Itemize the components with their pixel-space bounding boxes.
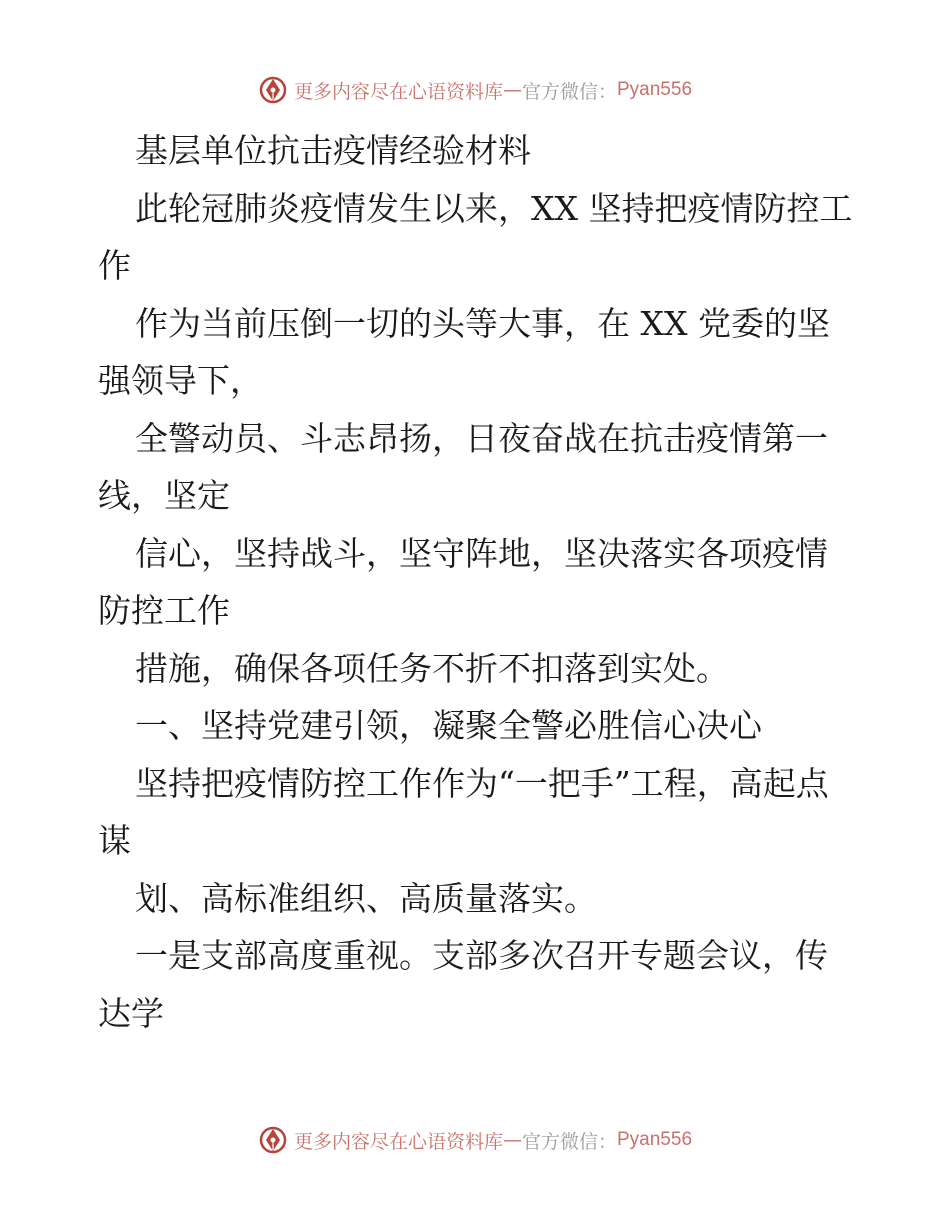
paragraph — [98, 525, 858, 640]
paragraph — [98, 295, 858, 410]
paragraph-line: 一、坚持党建引领，凝聚全警必胜信心决心 — [135, 706, 762, 745]
watermark-handle: Pyan556 — [617, 79, 693, 100]
footer-watermark-banner — [0, 1120, 950, 1160]
paragraph-continuation: 达学 — [98, 993, 164, 1033]
watermark-wechat-label: 官方微信： — [521, 80, 617, 103]
paragraph — [98, 180, 858, 295]
watermark-brand-text: 更多内容尽在心语资料库 — [293, 1130, 503, 1153]
paragraph-continuation: 点谋 — [98, 763, 829, 860]
paragraph-line: 全警动员、斗志昂扬，日夜奋战在抗击疫情第一 — [135, 418, 828, 458]
paragraph — [98, 755, 858, 870]
paragraph — [98, 640, 858, 698]
pen-nib-logo-icon — [258, 75, 288, 105]
watermark-dash: — — [502, 1129, 522, 1151]
paragraph-line: 作为当前压倒一切的头等大事，在 XX 党委的坚 — [135, 303, 830, 343]
document-body — [98, 122, 858, 1042]
paragraph-continuation: 防控工作 — [98, 591, 230, 630]
watermark-wechat-label: 官方微信： — [521, 1130, 617, 1153]
paragraph-continuation: 强领导下， — [98, 361, 263, 400]
paragraph-continuation: 线，坚定 — [98, 476, 230, 515]
paragraph-line: 信心，坚持战斗，坚守阵地，坚决落实各项疫情 — [135, 533, 828, 573]
pen-nib-logo-icon — [258, 1125, 288, 1155]
document-title: 基层单位抗击疫情经验材料 — [135, 131, 531, 170]
header-watermark-banner — [0, 70, 950, 110]
paragraph-line: 划、高标准组织、高质量落实。 — [135, 878, 597, 918]
watermark-dash: — — [502, 79, 522, 101]
section-heading — [98, 697, 858, 755]
paragraph-line: 坚持把疫情防控工作作为“一把手”工程，高起 — [135, 763, 796, 803]
watermark-handle: Pyan556 — [617, 1129, 693, 1150]
paragraph-line: 一是支部高度重视。支部多次召开专题会议，传 — [135, 936, 828, 975]
paragraph — [98, 927, 858, 1042]
paragraph-line: 此轮冠肺炎疫情发生以来，XX 坚持把疫情防控 — [135, 188, 820, 228]
paragraph — [98, 410, 858, 525]
paragraph-line: 措施，确保各项任务不折不扣落到实处。 — [135, 648, 729, 688]
watermark-brand-text: 更多内容尽在心语资料库 — [293, 80, 503, 103]
paragraph-continuation: 工作 — [98, 188, 853, 285]
paragraph — [98, 870, 858, 928]
